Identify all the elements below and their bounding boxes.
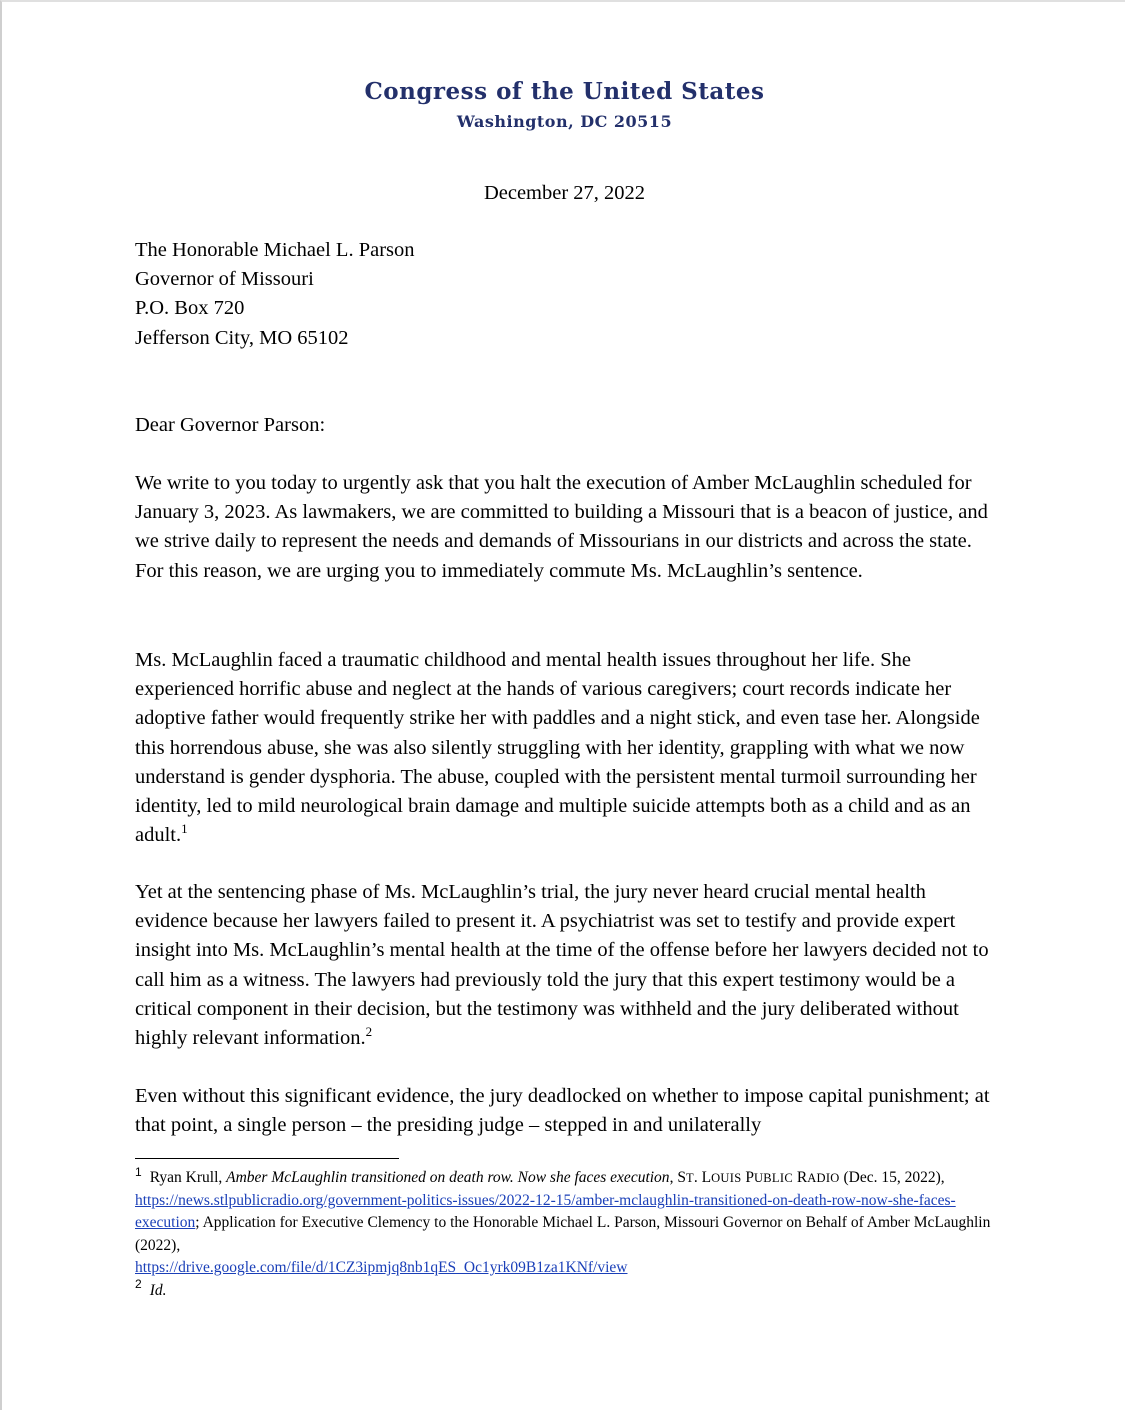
paragraph-4-text: Even without this significant evidence, the jury deadlocked on whether to impose capital punishment; at that point, a single person – the presiding judge – stepped in and unilaterally	[135, 1085, 990, 1137]
footnote-ref-1[interactable]: 1	[181, 821, 188, 837]
pub-part: P	[741, 1169, 754, 1186]
footnote-2-mark: 2	[135, 1277, 142, 1292]
paragraph-1	[135, 469, 995, 586]
pub-part: S	[677, 1169, 686, 1186]
paragraph-3-text: Yet at the sentencing phase of Ms. McLaughlin’s trial, the jury never heard crucial mental health evidence because her lawyers failed to present it. A psychiatrist was set to testify and provide expert insight into Ms. McLaughlin’s mental health at the time of the offense before her lawyers decided not to call him as a witness. The lawyers had previously told the jury that this expert testimony would be a critical component in their decision, but the testimony was withheld and the jury deliberated without highly relevant information.	[135, 881, 989, 1050]
letterhead-title: Congress of the United States	[364, 78, 765, 105]
paragraph-2-text: Ms. McLaughlin faced a traumatic childhood and mental health issues throughout her life. She experienced horrific abuse and neglect at the hands of various caregivers; court records indicate her adoptive father would frequently strike her with paddles and a night stick, and even tase her. Alongside this horrendous abuse, she was also silently struggling with her identity, grappling with what we now understand is gender dysphoria. The abuse, coupled with the persistent mental turmoil surrounding her identity, led to mild neurological brain damage and multiple suicide attempts both as a child and as an adult.	[135, 649, 980, 847]
recipient-city: Jefferson City, MO 65102	[135, 326, 349, 349]
recipient-name: The Honorable Michael L. Parson	[135, 239, 415, 261]
footnote-1-author: Ryan Krull,	[149, 1169, 227, 1186]
pub-part: OUIS	[711, 1171, 742, 1185]
footnote-1-clemency-text: ; Application for Executive Clemency to the Honorable Michael L. Parson, Missouri Governor on Behalf of Amber McLaughlin (2022),	[135, 1214, 991, 1254]
letter-date: December 27, 2022	[483, 182, 646, 204]
recipient-title: Governor of Missouri	[135, 268, 314, 291]
paragraph-1-text: We write to you today to urgently ask that you halt the execution of Amber McLaughlin scheduled for January 3, 2023. As lawmakers, we are committed to building a Missouri that is a beacon of justice, and we strive daily to represent the needs and demands of Missourians in our districts and across the state. For this reason, we are urging you to immediately commute Ms. McLaughlin’s sentence.	[135, 472, 988, 582]
footnote-2-text: Id.	[149, 1281, 167, 1299]
paragraph-2	[135, 646, 995, 850]
footnote-1-publication	[677, 1169, 839, 1186]
footnote-1-link-drive[interactable]: https://drive.google.com/file/d/1CZ3ipmjq8nb1qES_Oc1yrk09B1za1KNf/view	[135, 1259, 628, 1276]
pub-part: . L	[693, 1169, 712, 1186]
recipient-po-box: P.O. Box 720	[135, 297, 245, 320]
paragraph-3	[135, 878, 995, 1053]
recipient-address	[135, 236, 995, 353]
letterhead-address: Washington, DC 20515	[456, 112, 673, 131]
pub-part: T	[685, 1171, 694, 1185]
footnote-divider	[135, 1158, 399, 1159]
footnote-1-separator: ,	[669, 1169, 678, 1186]
footnote-2	[135, 1277, 995, 1303]
footnotes	[135, 1164, 995, 1302]
pub-part: UBLIC	[753, 1171, 793, 1185]
footnote-1-article-title: Amber McLaughlin transitioned on death row. Now she faces execution	[226, 1169, 670, 1186]
footnote-1-link-article[interactable]: https://news.stlpublicradio.org/government-politics-issues/2022-12-15/amber-mclaughlin-transitioned-on-death-row-now-she-faces-execution	[135, 1191, 956, 1231]
salutation: Dear Governor Parson:	[135, 414, 326, 436]
footnote-ref-2[interactable]: 2	[365, 1024, 373, 1040]
footnote-1-mark: 1	[135, 1164, 142, 1179]
footnote-1-date: (Dec. 15, 2022),	[839, 1169, 945, 1186]
paragraph-4	[135, 1082, 995, 1140]
footnote-1	[135, 1164, 995, 1280]
pub-part: R	[792, 1169, 808, 1186]
pub-part: ADIO	[807, 1171, 840, 1185]
